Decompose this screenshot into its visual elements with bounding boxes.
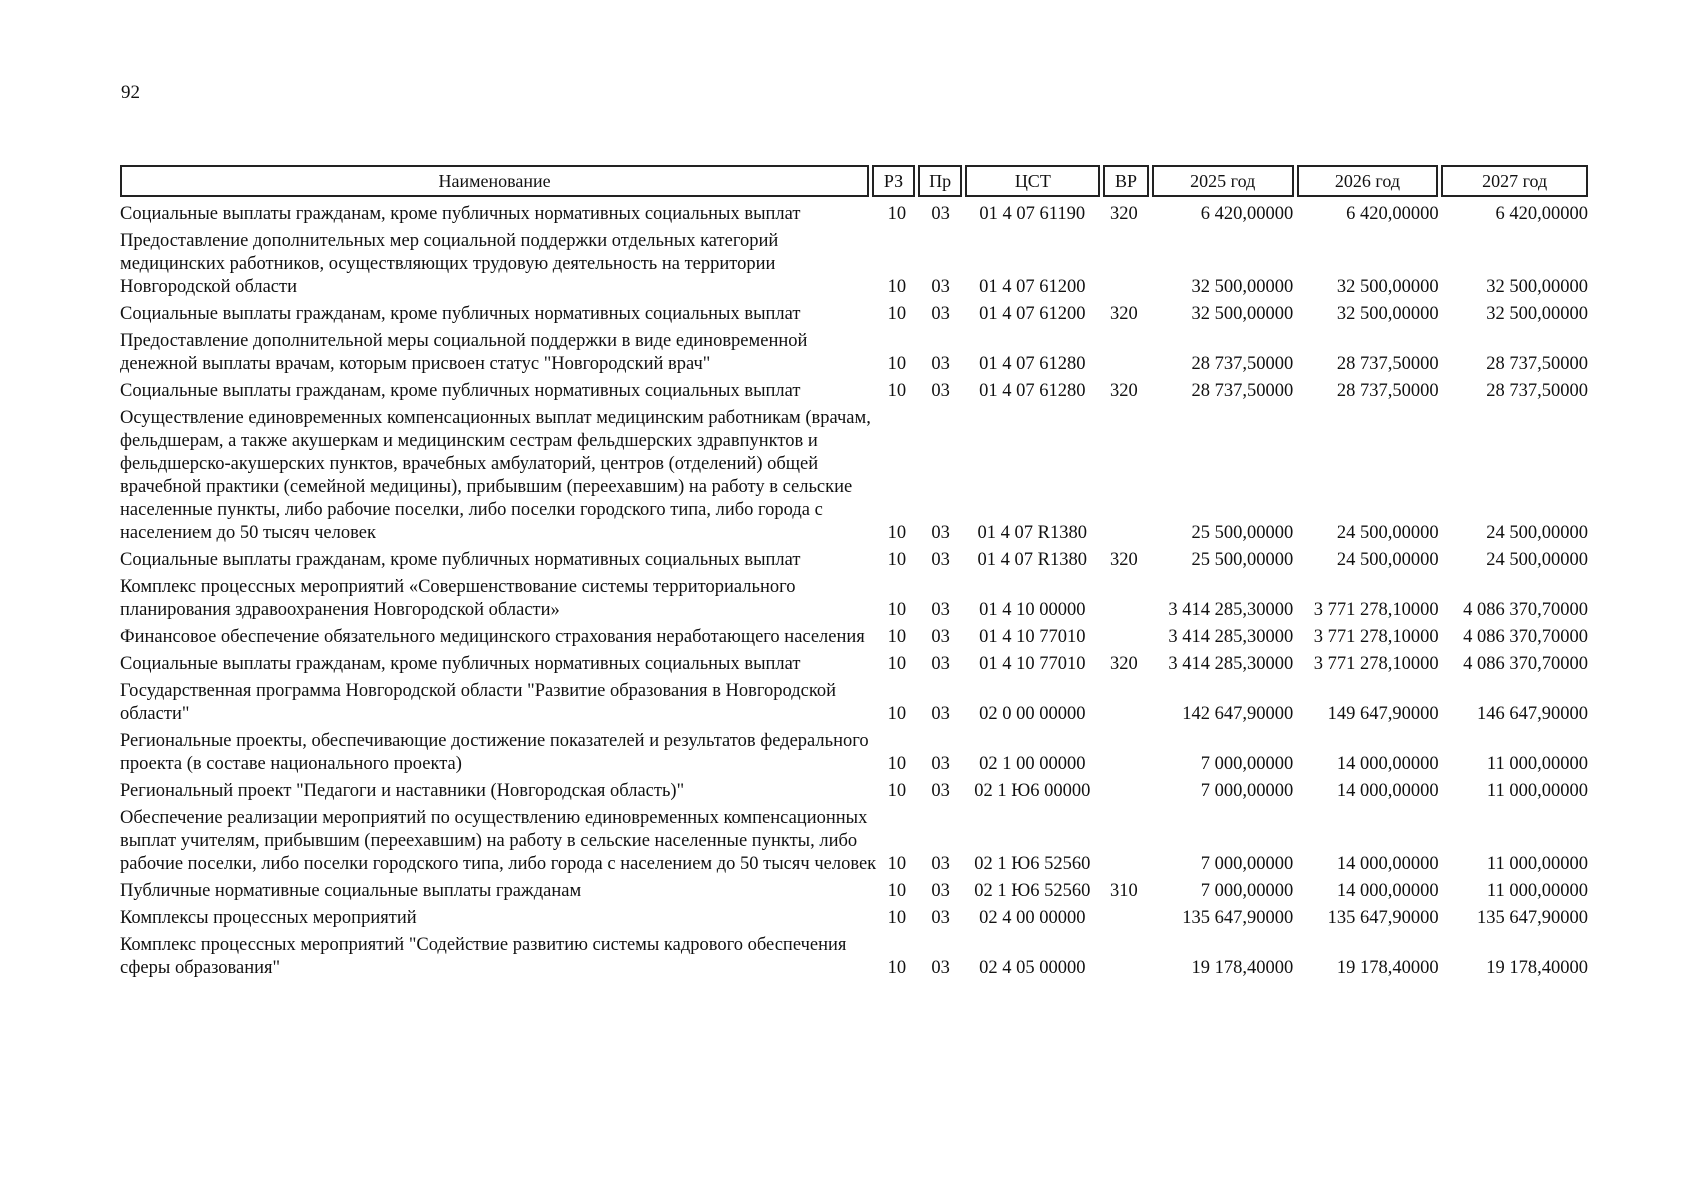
cell-rz: 10 bbox=[887, 627, 907, 647]
table-row bbox=[120, 807, 1588, 880]
cell-2025: 28 737,50000 bbox=[1191, 354, 1294, 374]
cell-name: Предоставление дополнительных мер социальной поддержки отдельных категорий медицинских работников, осуществляющих трудовую деятельность на территории Новгородской области bbox=[120, 231, 779, 297]
cell-2027: 135 647,90000 bbox=[1477, 908, 1588, 928]
header-name: Наименование bbox=[120, 165, 869, 197]
table-row bbox=[120, 407, 1588, 549]
header-cst: ЦСТ bbox=[965, 165, 1100, 197]
cell-2025: 7 000,00000 bbox=[1200, 881, 1294, 901]
cell-vr: 320 bbox=[1110, 381, 1138, 401]
cell-vr: 320 bbox=[1110, 654, 1138, 674]
cell-rz: 10 bbox=[887, 204, 907, 224]
cell-2026: 24 500,00000 bbox=[1336, 523, 1439, 543]
cell-cst: 02 4 05 00000 bbox=[979, 958, 1086, 978]
cell-2025: 3 414 285,30000 bbox=[1168, 627, 1294, 647]
cell-rz: 10 bbox=[887, 958, 907, 978]
cell-2027: 28 737,50000 bbox=[1486, 354, 1588, 374]
cell-2026: 6 420,00000 bbox=[1346, 204, 1439, 224]
cell-vr: 320 bbox=[1110, 204, 1138, 224]
cell-2027: 11 000,00000 bbox=[1486, 781, 1588, 801]
cell-2025: 19 178,40000 bbox=[1191, 958, 1294, 978]
cell-name: Социальные выплаты гражданам, кроме публичных нормативных социальных выплат bbox=[120, 204, 801, 224]
cell-pr: 03 bbox=[931, 908, 950, 928]
cell-rz: 10 bbox=[887, 354, 907, 374]
cell-name: Социальные выплаты гражданам, кроме публичных нормативных социальных выплат bbox=[120, 550, 801, 570]
cell-pr: 03 bbox=[931, 204, 950, 224]
header-vr: ВР bbox=[1103, 165, 1149, 197]
cell-name: Социальные выплаты гражданам, кроме публичных нормативных социальных выплат bbox=[120, 304, 801, 324]
cell-cst: 01 4 07 R1380 bbox=[977, 550, 1087, 570]
cell-cst: 02 4 00 00000 bbox=[979, 908, 1086, 928]
cell-pr: 03 bbox=[931, 523, 950, 543]
header-rz: РЗ bbox=[872, 165, 915, 197]
cell-rz: 10 bbox=[887, 781, 907, 801]
table-row bbox=[120, 680, 1588, 730]
cell-pr: 03 bbox=[931, 354, 950, 374]
cell-2027: 24 500,00000 bbox=[1486, 523, 1588, 543]
cell-pr: 03 bbox=[931, 304, 950, 324]
cell-rz: 10 bbox=[887, 550, 907, 570]
cell-pr: 03 bbox=[931, 781, 950, 801]
cell-pr: 03 bbox=[931, 627, 950, 647]
cell-2025: 3 414 285,30000 bbox=[1168, 654, 1294, 674]
cell-pr: 03 bbox=[931, 654, 950, 674]
cell-2027: 6 420,00000 bbox=[1495, 204, 1588, 224]
cell-rz: 10 bbox=[887, 600, 907, 620]
table-row bbox=[120, 880, 1588, 907]
cell-2027: 11 000,00000 bbox=[1486, 754, 1588, 774]
cell-cst: 02 1 00 00000 bbox=[979, 754, 1086, 774]
table-row bbox=[120, 780, 1588, 807]
cell-2025: 25 500,00000 bbox=[1191, 523, 1294, 543]
cell-2027: 32 500,00000 bbox=[1486, 304, 1588, 324]
cell-name: Социальные выплаты гражданам, кроме публичных нормативных социальных выплат bbox=[120, 381, 801, 401]
cell-rz: 10 bbox=[887, 881, 907, 901]
table-row bbox=[120, 730, 1588, 780]
header-2026: 2026 год bbox=[1297, 165, 1439, 197]
cell-2026: 14 000,00000 bbox=[1336, 781, 1439, 801]
cell-name: Социальные выплаты гражданам, кроме публичных нормативных социальных выплат bbox=[120, 654, 801, 674]
cell-2026: 149 647,90000 bbox=[1327, 704, 1439, 724]
cell-name: Региональные проекты, обеспечивающие достижение показателей и результатов федерального проекта (в составе национального проекта) bbox=[120, 731, 869, 774]
header-2027: 2027 год bbox=[1441, 165, 1588, 197]
cell-name: Обеспечение реализации мероприятий по осуществлению единовременных компенсационных выплат учителям, прибывшим (переехавшим) на работу в сельские населенные пункты, либо рабочие поселки, либо поселки городского типа, либо города с населением до 50 тысяч человек bbox=[120, 808, 877, 874]
cell-pr: 03 bbox=[931, 754, 950, 774]
cell-pr: 03 bbox=[931, 381, 950, 401]
cell-2025: 3 414 285,30000 bbox=[1168, 600, 1294, 620]
table-row bbox=[120, 330, 1588, 380]
cell-name: Комплекс процессных мероприятий "Содействие развитию системы кадрового обеспечения сферы образования" bbox=[120, 935, 847, 978]
cell-pr: 03 bbox=[931, 600, 950, 620]
cell-cst: 01 4 07 61200 bbox=[979, 304, 1086, 324]
table-row bbox=[120, 653, 1588, 680]
cell-2025: 135 647,90000 bbox=[1182, 908, 1294, 928]
cell-rz: 10 bbox=[887, 704, 907, 724]
cell-rz: 10 bbox=[887, 754, 907, 774]
header-2025: 2025 год bbox=[1152, 165, 1294, 197]
cell-2025: 28 737,50000 bbox=[1191, 381, 1294, 401]
budget-table bbox=[120, 165, 1588, 984]
cell-2026: 19 178,40000 bbox=[1336, 958, 1439, 978]
cell-cst: 01 4 07 61280 bbox=[979, 354, 1086, 374]
cell-2025: 7 000,00000 bbox=[1200, 754, 1294, 774]
cell-name: Финансовое обеспечение обязательного медицинского страхования неработающего населения bbox=[120, 627, 865, 647]
cell-2027: 4 086 370,70000 bbox=[1463, 600, 1588, 620]
cell-2025: 142 647,90000 bbox=[1182, 704, 1294, 724]
cell-2026: 3 771 278,10000 bbox=[1313, 654, 1439, 674]
cell-cst: 01 4 07 R1380 bbox=[977, 523, 1087, 543]
cell-2027: 24 500,00000 bbox=[1486, 550, 1588, 570]
cell-cst: 02 1 Ю6 52560 bbox=[974, 854, 1091, 874]
cell-name: Комплекс процессных мероприятий «Совершенствование системы территориального планирования здравоохранения Новгородской области» bbox=[120, 577, 796, 620]
cell-rz: 10 bbox=[887, 854, 907, 874]
cell-name: Предоставление дополнительной меры социальной поддержки в виде единовременной денежной выплаты врачам, которым присвоен статус "Новгородский врач" bbox=[120, 331, 808, 374]
cell-pr: 03 bbox=[931, 881, 950, 901]
cell-rz: 10 bbox=[887, 654, 907, 674]
cell-2027: 4 086 370,70000 bbox=[1463, 627, 1588, 647]
cell-pr: 03 bbox=[931, 854, 950, 874]
cell-2026: 24 500,00000 bbox=[1336, 550, 1439, 570]
cell-name: Осуществление единовременных компенсационных выплат медицинским работникам (врачам, фельдшерам, а также акушеркам и медицинским сестрам фельдшерских здравпунктов и фельдшерско-акушерских пунктов, врачебных амбулаторий, центров (отделений) общей врачебной практики (семейной медицины), прибывшим (переехавшим) на работу в сельские населенные пункты, либо рабочие поселки, либо поселки городского типа, либо города с населением до 50 тысяч человек bbox=[120, 408, 871, 543]
cell-pr: 03 bbox=[931, 277, 950, 297]
cell-pr: 03 bbox=[931, 550, 950, 570]
cell-cst: 01 4 10 77010 bbox=[979, 627, 1086, 647]
cell-rz: 10 bbox=[887, 381, 907, 401]
cell-name: Государственная программа Новгородской области "Развитие образования в Новгородской области" bbox=[120, 681, 837, 724]
cell-name: Комплексы процессных мероприятий bbox=[120, 908, 417, 928]
cell-rz: 10 bbox=[887, 523, 907, 543]
cell-rz: 10 bbox=[887, 908, 907, 928]
cell-2026: 3 771 278,10000 bbox=[1313, 600, 1439, 620]
cell-vr: 320 bbox=[1110, 550, 1138, 570]
cell-2026: 32 500,00000 bbox=[1336, 277, 1439, 297]
cell-2025: 7 000,00000 bbox=[1200, 854, 1294, 874]
cell-2027: 4 086 370,70000 bbox=[1463, 654, 1588, 674]
cell-2025: 6 420,00000 bbox=[1200, 204, 1294, 224]
cell-pr: 03 bbox=[931, 704, 950, 724]
cell-2025: 32 500,00000 bbox=[1191, 304, 1294, 324]
cell-cst: 01 4 07 61200 bbox=[979, 277, 1086, 297]
cell-2027: 32 500,00000 bbox=[1486, 277, 1588, 297]
cell-cst: 01 4 10 77010 bbox=[979, 654, 1086, 674]
cell-2026: 135 647,90000 bbox=[1327, 908, 1439, 928]
table-row bbox=[120, 303, 1588, 330]
table-row bbox=[120, 230, 1588, 303]
cell-2027: 28 737,50000 bbox=[1486, 381, 1588, 401]
cell-2026: 14 000,00000 bbox=[1336, 881, 1439, 901]
cell-2026: 14 000,00000 bbox=[1336, 854, 1439, 874]
cell-cst: 02 1 Ю6 52560 bbox=[974, 881, 1091, 901]
cell-2027: 11 000,00000 bbox=[1486, 881, 1588, 901]
table-row bbox=[120, 934, 1588, 984]
table-body bbox=[120, 203, 1588, 984]
cell-2026: 3 771 278,10000 bbox=[1313, 627, 1439, 647]
cell-2027: 11 000,00000 bbox=[1486, 854, 1588, 874]
cell-vr: 310 bbox=[1110, 881, 1138, 901]
cell-name: Региональный проект "Педагоги и наставники (Новгородская область)" bbox=[120, 781, 685, 801]
table-row bbox=[120, 576, 1588, 626]
cell-rz: 10 bbox=[887, 277, 907, 297]
table-row bbox=[120, 626, 1588, 653]
cell-2025: 25 500,00000 bbox=[1191, 550, 1294, 570]
cell-cst: 01 4 07 61190 bbox=[979, 204, 1086, 224]
cell-2026: 28 737,50000 bbox=[1336, 354, 1439, 374]
table-row bbox=[120, 549, 1588, 576]
cell-rz: 10 bbox=[887, 304, 907, 324]
page-number: 92 bbox=[121, 82, 140, 103]
header-pr: Пр bbox=[918, 165, 963, 197]
cell-2026: 28 737,50000 bbox=[1336, 381, 1439, 401]
cell-cst: 02 0 00 00000 bbox=[979, 704, 1086, 724]
table-row bbox=[120, 380, 1588, 407]
table-row bbox=[120, 203, 1588, 230]
cell-cst: 01 4 07 61280 bbox=[979, 381, 1086, 401]
cell-2025: 32 500,00000 bbox=[1191, 277, 1294, 297]
cell-cst: 02 1 Ю6 00000 bbox=[974, 781, 1091, 801]
cell-vr: 320 bbox=[1110, 304, 1138, 324]
cell-2025: 7 000,00000 bbox=[1200, 781, 1294, 801]
cell-2027: 19 178,40000 bbox=[1486, 958, 1588, 978]
cell-name: Публичные нормативные социальные выплаты гражданам bbox=[120, 881, 582, 901]
cell-2026: 14 000,00000 bbox=[1336, 754, 1439, 774]
table-row bbox=[120, 907, 1588, 934]
cell-pr: 03 bbox=[931, 958, 950, 978]
cell-cst: 01 4 10 00000 bbox=[979, 600, 1086, 620]
cell-2026: 32 500,00000 bbox=[1336, 304, 1439, 324]
cell-2027: 146 647,90000 bbox=[1477, 704, 1588, 724]
table-header bbox=[120, 165, 1588, 197]
